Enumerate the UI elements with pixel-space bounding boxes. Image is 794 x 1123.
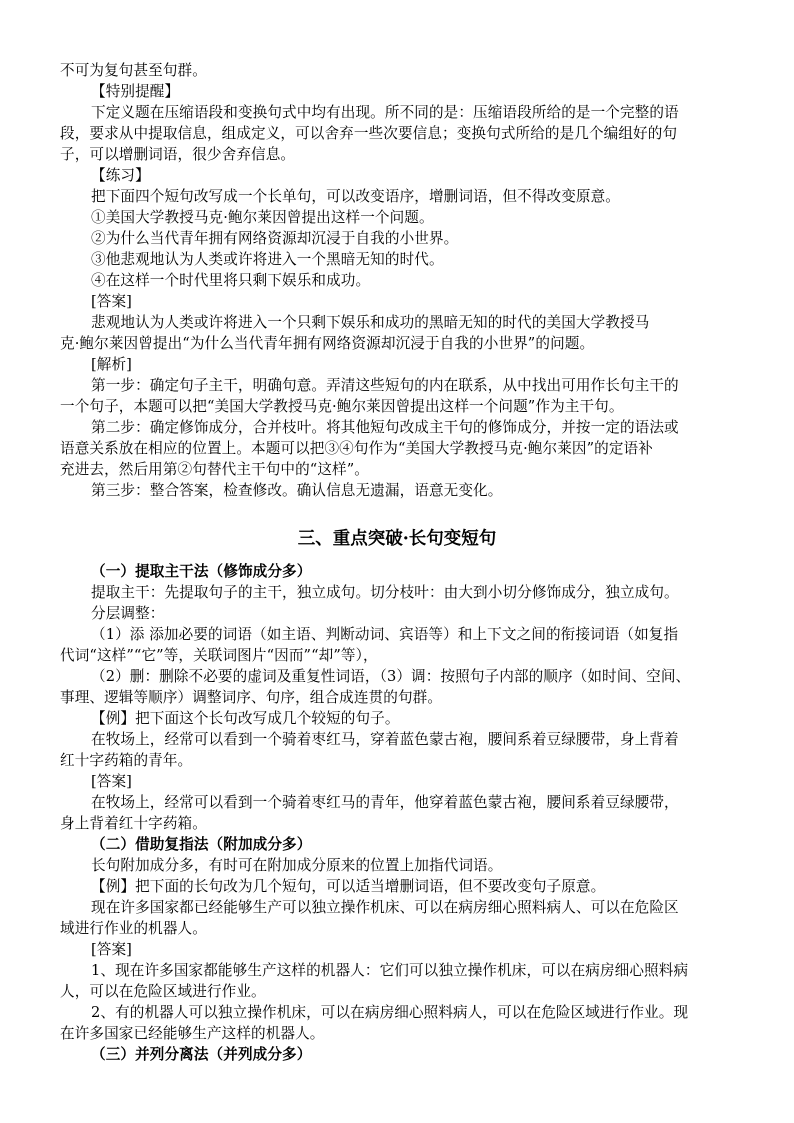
- answer-label: [答案]: [91, 773, 132, 790]
- text-line: 长句附加成分多，有时可在附加成分原来的位置上加指代词语。: [91, 857, 503, 874]
- example-label: 【例】把下面这个长句改写成几个较短的句子。: [91, 710, 400, 727]
- text-line: 子，可以增删词语，很少舍弃信息。: [60, 146, 296, 163]
- text-line: 代词“这样”“它”等，关联词图片“因而”“却”等），: [60, 647, 378, 664]
- analysis-label: [解析]: [91, 356, 132, 373]
- text-line: 提取主干：先提取句子的主干，独立成句。切分枝叶：由大到小切分修饰成分，独立成句。: [91, 584, 679, 601]
- section-label: 【练习】: [91, 167, 150, 184]
- text-line: 在牧场上，经常可以看到一个骑着枣红马的青年，他穿着蓝色蒙古袍，腰间系着豆绿腰带，: [91, 794, 679, 811]
- text-line: 段，要求从中提取信息，组成定义，可以舍弃一些次要信息；变换句式所给的是几个编组好的句: [60, 125, 678, 142]
- text-line: 域进行作业的机器人。: [60, 920, 207, 937]
- section-label: 【特别提醒】: [91, 83, 180, 100]
- answer-label: [答案]: [91, 941, 132, 958]
- text-line: 一个句子，本题可以把“美国大学教授马克·鲍尔莱因曾提出这样一个问题”作为主干句。: [60, 398, 624, 415]
- subsection-heading: （三）并列分离法（并列成分多）: [91, 1046, 312, 1063]
- section-heading: 三、重点突破·长句变短句: [297, 529, 497, 549]
- text-line: ①美国大学教授马克·鲍尔莱因曾提出这样一个问题。: [91, 209, 434, 226]
- text-line: 分层调整：: [91, 605, 165, 622]
- example-label: 【例】把下面的长句改为几个短句，可以适当增删词语，但不要改变句子原意。: [91, 878, 606, 895]
- answer-label: [答案]: [91, 293, 132, 310]
- text-line: 第二步：确定修饰成分，合并枝叶。将其他短句改成主干句的修饰成分，并按一定的语法或: [91, 419, 679, 436]
- text-line: ③他悲观地认为人类或许将进入一个黑暗无知的时代。: [91, 251, 444, 268]
- text-line: 2、有的机器人可以独立操作机床，可以在病房细心照料病人，可以在危险区域进行作业。现: [91, 1004, 689, 1021]
- text-line: 现在许多国家都已经能够生产可以独立操作机床、可以在病房细心照料病人、可以在危险区: [91, 899, 679, 916]
- text-line: 红十字药箱的青年。: [60, 752, 193, 769]
- text-line: 身上背着红十字药箱。: [60, 815, 207, 832]
- text-line: 充进去，然后用第②句替代主干句中的“这样”。: [60, 461, 369, 478]
- text-line: 克·鲍尔莱因曾提出“为什么当代青年拥有网络资源却沉浸于自我的小世界”的问题。: [60, 335, 595, 352]
- text-line: 悲观地认为人类或许将进入一个只剩下娱乐和成功的黑暗无知的时代的美国大学教授马: [91, 314, 650, 331]
- text-line: 把下面四个短句改写成一个长单句，可以改变语序，增删词语，但不得改变原意。: [91, 188, 620, 205]
- text-line: 在许多国家已经能够生产这样的机器人。: [60, 1025, 325, 1042]
- text-line: （1）添 添加必要的词语（如主语、判断动词、宾语等）和上下文之间的衔接词语（如复指: [91, 626, 679, 643]
- subsection-heading: （二）借助复指法（附加成分多）: [91, 836, 312, 853]
- text-line: 第三步：整合答案，检查修改。确认信息无遗漏，语意无变化。: [91, 482, 503, 499]
- text-line: 事理、逻辑等顺序）调整词序、句序，组合成连贯的句群。: [60, 689, 443, 706]
- text-line: 第一步：确定句子主干，明确句意。弄清这些短句的内在联系，从中找出可用作长句主干的: [91, 377, 679, 394]
- text-line: 下定义题在压缩语段和变换句式中均有出现。所不同的是：压缩语段所给的是一个完整的语: [91, 104, 679, 121]
- text-line: ④在这样一个时代里将只剩下娱乐和成功。: [91, 272, 371, 289]
- text-line: 人，可以在危险区域进行作业。: [60, 983, 266, 1000]
- text-line: （2）删：删除不必要的虚词及重复性词语，（3）调：按照句子内部的顺序（如时间、空间、: [91, 668, 691, 685]
- text-line: ②为什么当代青年拥有网络资源却沉浸于自我的小世界。: [91, 230, 459, 247]
- text-line: 语意关系放在相应的位置上。本题可以把③④句作为“美国大学教授马克·鲍尔莱因”的定语补: [60, 440, 653, 457]
- subsection-heading: （一）提取主干法（修饰成分多）: [91, 563, 312, 580]
- text-line: 不可为复句甚至句群。: [60, 62, 207, 79]
- text-line: 在牧场上，经常可以看到一个骑着枣红马，穿着蓝色蒙古袍，腰间系着豆绿腰带，身上背着: [91, 731, 679, 748]
- text-line: 1、现在许多国家都能够生产这样的机器人：它们可以独立操作机床，可以在病房细心照料病: [91, 962, 689, 979]
